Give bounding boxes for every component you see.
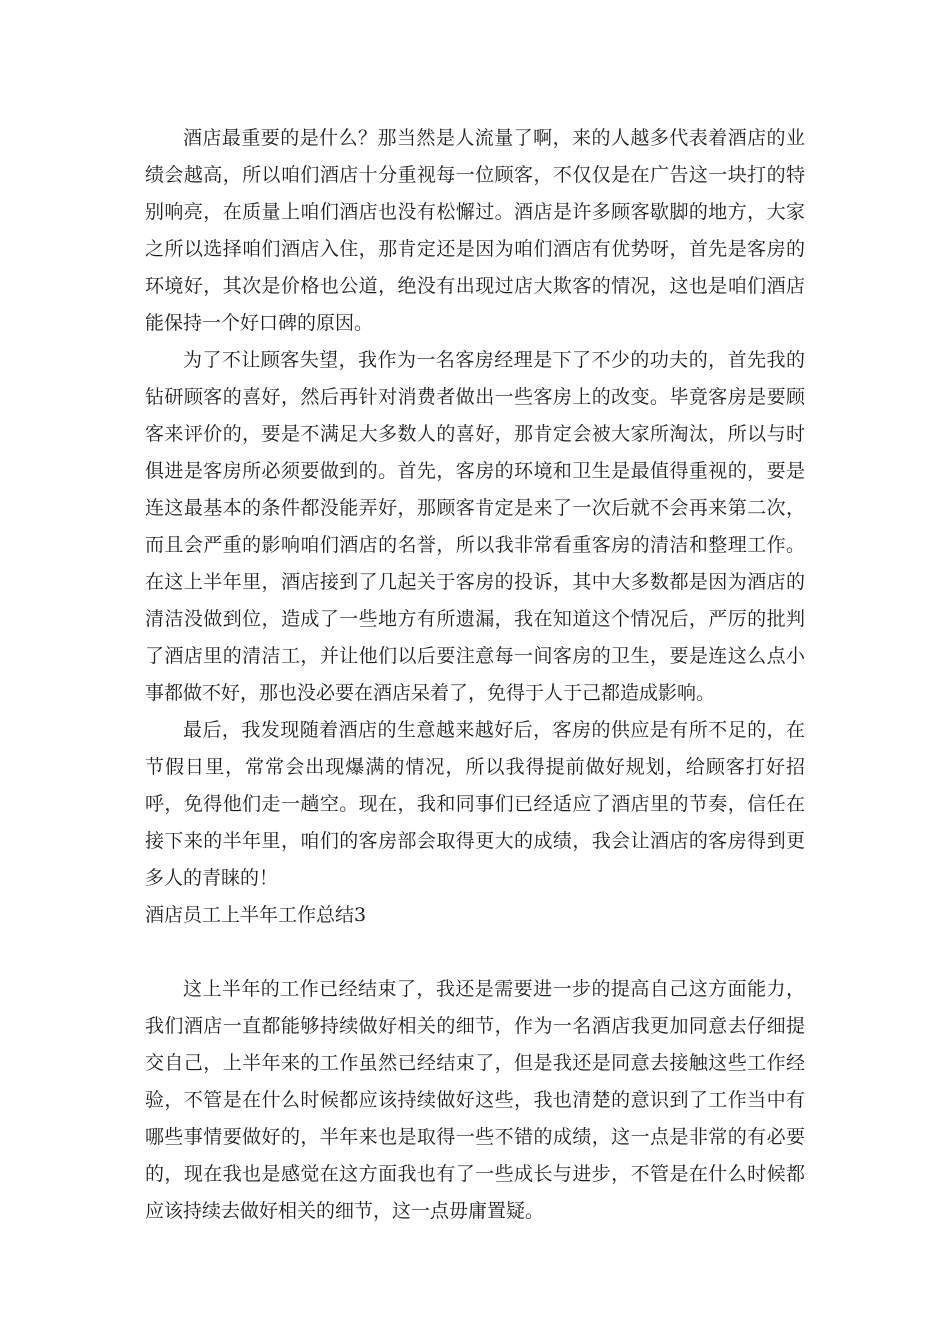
paragraph-work-summary: 这上半年的工作已经结束了，我还是需要进一步的提高自己这方面能力，我们酒店一直都能够持续做好相关的细节，作为一名酒店我更加同意去仔细提交自己，上半年来的工作虽然已经结束了，但是我还是同意去接触这些工作经验，不管是在什么时候都应该持续做好这些，我也清楚的意识到了工作当中有哪些事情要做好的，半年来也是取得一些不错的成绩，这一点是非常的有必要的，现在我也是感觉在这方面我也有了一些成长与进步，不管是在什么时候都应该持续去做好相关的细节，这一点毋庸置疑。 <box>145 978 805 1222</box>
paragraph-hotel-importance: 酒店最重要的是什么？那当然是人流量了啊，来的人越多代表着酒店的业绩会越高，所以咱们酒店十分重视每一位顾客，不仅仅是在广告这一块打的特别响亮，在质量上咱们酒店也没有松懈过。酒店是许多顾客歇脚的地方，大家之所以选择咱们酒店入住，那肯定还是因为咱们酒店有优势呀，首先是客房的环境好，其次是价格也公道，绝没有出现过店大欺客的情况，这也是咱们酒店能保持一个好口碑的原因。 <box>145 127 805 334</box>
document-body <box>145 120 805 1230</box>
section-title: 酒店员工上半年工作总结3 <box>145 904 367 926</box>
blank-line <box>145 934 805 971</box>
paragraph-room-manager-effort: 为了不让顾客失望，我作为一名客房经理是下了不少的功夫的，首先我的钻研顾客的喜好，然后再针对消费者做出一些客房上的改变。毕竟客房是要顾客来评价的，要是不满足大多数人的喜好，那肯定会被大家所淘汰，所以与时俱进是客房所必须要做到的。首先，客房的环境和卫生是最值得重视的，要是连这最基本的条件都没能弄好，那顾客肯定是来了一次后就不会再来第二次，而且会严重的影响咱们酒店的名誉，所以我非常看重客房的清洁和整理工作。在这上半年里，酒店接到了几起关于客房的投诉，其中大多数都是因为酒店的清洁没做到位，造成了一些地方有所遗漏，我在知道这个情况后，严厉的批判了酒店里的清洁工，并让他们以后要注意每一间客房的卫生，要是连这么点小事都做不好，那也没必要在酒店呆着了，免得于人于己都造成影响。 <box>145 349 805 704</box>
paragraph-room-supply: 最后，我发现随着酒店的生意越来越好后，客房的供应是有所不足的，在节假日里，常常会出现爆满的情况，所以我得提前做好规划，给顾客打好招呼，免得他们走一趟空。现在，我和同事们已经适应了酒店里的节奏，信任在接下来的半年里，咱们的客房部会取得更大的成绩，我会让酒店的客房得到更多人的青睐的！ <box>145 719 805 889</box>
